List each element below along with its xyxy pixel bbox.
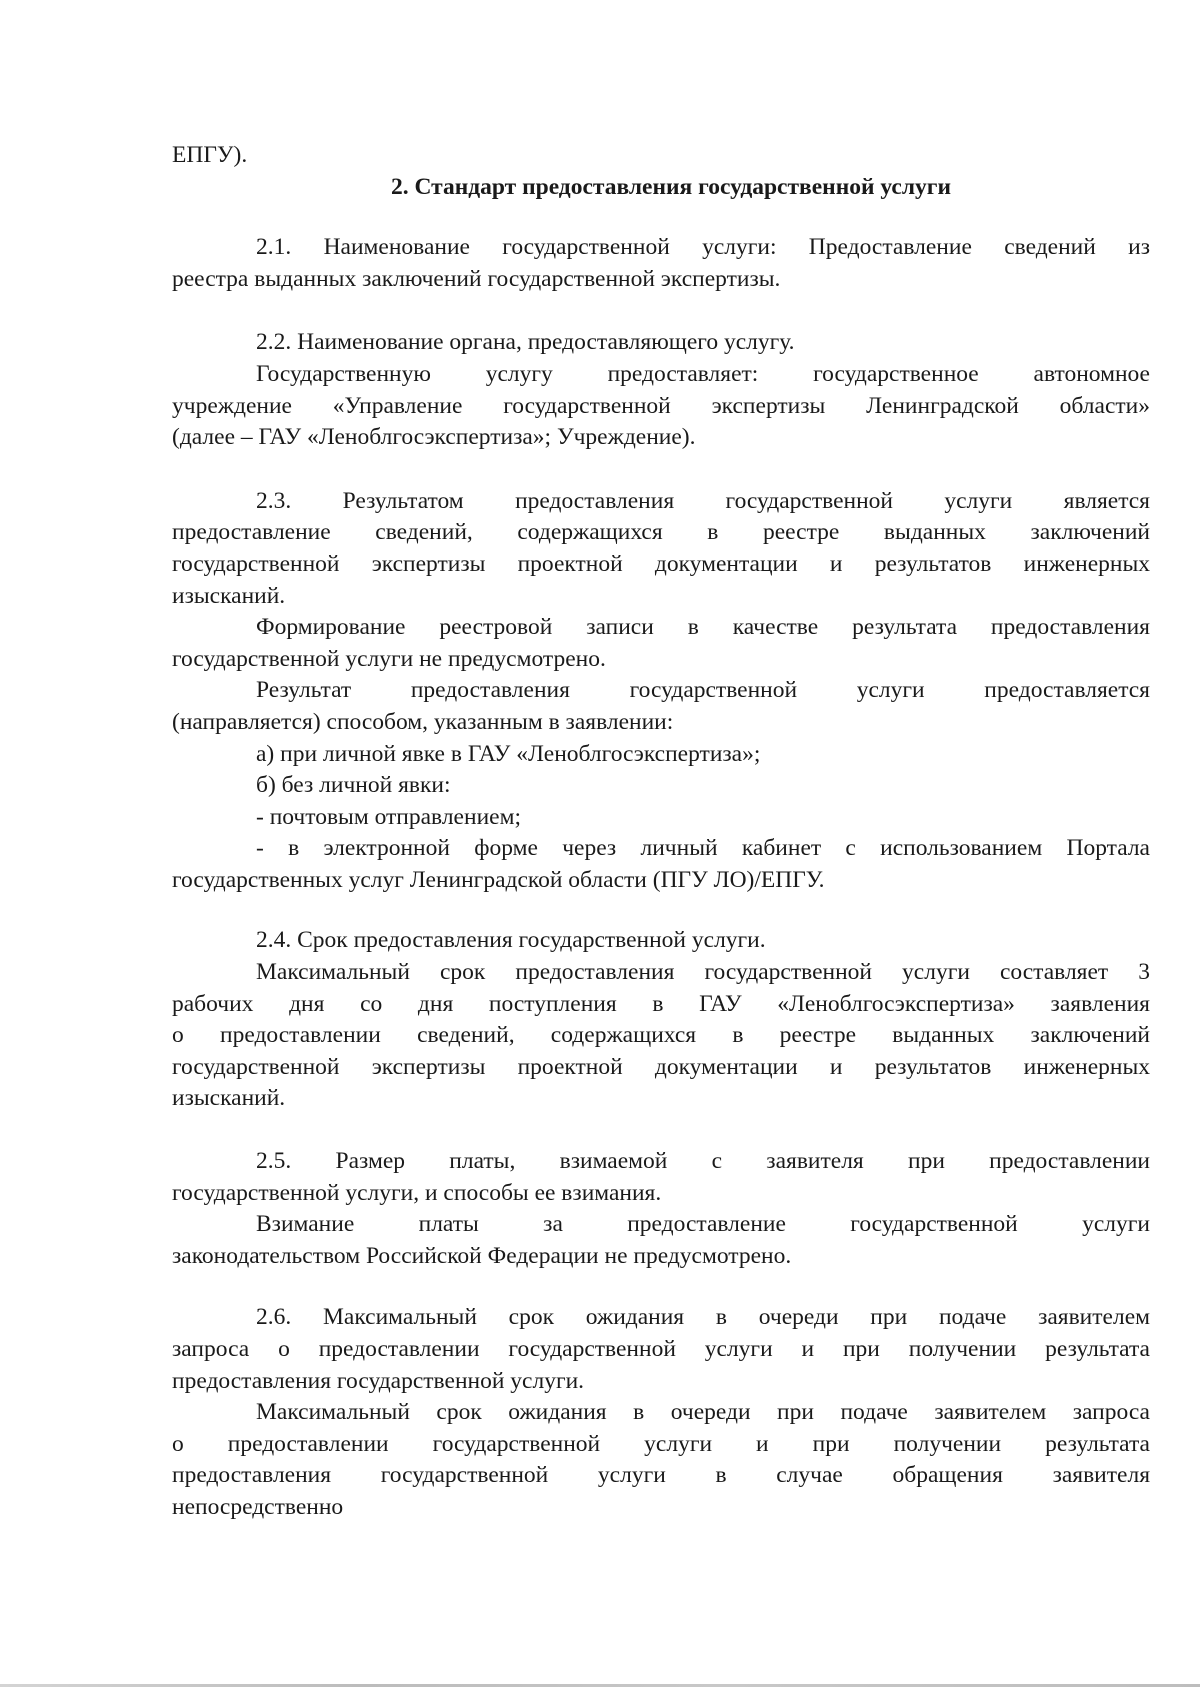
paragraph-gap bbox=[172, 1272, 1150, 1302]
list-item: б) без личной явки: bbox=[256, 772, 451, 799]
paragraph-2-3-line: государственной услуги не предусмотрено. bbox=[172, 645, 606, 672]
paragraph-2-2-line: Государственную услугу предоставляет: государственное автономное bbox=[256, 360, 1150, 387]
scan-edge-divider bbox=[0, 1684, 1200, 1687]
section-title: 2. Стандарт предоставления государственной услуги bbox=[390, 173, 952, 200]
paragraph-2-5-line: законодательством Российской Федерации не предусмотрено. bbox=[172, 1242, 792, 1269]
paragraph-2-3-line: (направляется) способом, указанным в заявлении: bbox=[172, 708, 674, 735]
paragraph-2-6-line: Максимальный срок ожидания в очереди при подаче заявителем запроса bbox=[256, 1399, 1150, 1426]
paragraph-gap bbox=[172, 295, 1150, 327]
paragraph-2-2-line: 2.2. Наименование органа, предоставляющего услугу. bbox=[256, 329, 795, 356]
paragraph-2-1-line: реестра выданных заключений государственной экспертизы. bbox=[172, 265, 781, 292]
paragraph-2-4-line: рабочих дня со дня поступления в ГАУ «Леноблгосэкспертиза» заявления bbox=[172, 990, 1150, 1017]
list-item: а) при личной явке в ГАУ «Леноблгосэкспертиза»; bbox=[256, 740, 761, 767]
paragraph-2-3-line: Результат предоставления государственной услуги предоставляется bbox=[256, 677, 1150, 704]
paragraph-2-3-line: государственной экспертизы проектной документации и результатов инженерных bbox=[172, 550, 1150, 577]
paragraph-gap bbox=[172, 454, 1150, 486]
paragraph-2-6-line: предоставления государственной услуги в случае обращения заявителя bbox=[172, 1462, 1150, 1489]
paragraph-2-4-line: государственной экспертизы проектной документации и результатов инженерных bbox=[172, 1053, 1150, 1080]
paragraph-2-6-line: запроса о предоставлении государственной услуги и при получении результата bbox=[172, 1336, 1150, 1362]
paragraph-2-4-line: изысканий. bbox=[172, 1085, 286, 1112]
list-item: государственных услуг Ленинградской области (ПГУ ЛО)/ЕПГУ. bbox=[172, 866, 825, 893]
paragraph-2-4-line: Максимальный срок предоставления государственной услуги составляет 3 bbox=[256, 959, 1150, 986]
paragraph-2-4-line: 2.4. Срок предоставления государственной услуги. bbox=[256, 927, 766, 954]
paragraph-2-3-line: изысканий. bbox=[172, 582, 286, 609]
paragraph-2-3-line: Формирование реестровой записи в качестве результата предоставления bbox=[256, 614, 1150, 641]
text-line: ЕПГУ). bbox=[172, 142, 248, 168]
list-item: - почтовым отправлением; bbox=[256, 803, 521, 830]
paragraph-gap bbox=[172, 896, 1150, 925]
paragraph-2-5-line: государственной услуги, и способы ее взимания. bbox=[172, 1179, 662, 1206]
paragraph-2-6-line: о предоставлении государственной услуги и при получении результата bbox=[172, 1430, 1150, 1457]
paragraph-2-6-line: 2.6. Максимальный срок ожидания в очереди при подаче заявителем bbox=[256, 1304, 1150, 1331]
document-body bbox=[172, 140, 1150, 1524]
paragraph-gap bbox=[172, 203, 1150, 232]
paragraph-2-4-line: о предоставлении сведений, содержащихся в реестре выданных заключений bbox=[172, 1022, 1150, 1049]
paragraph-2-2-line: учреждение «Управление государственной экспертизы Ленинградской области» bbox=[172, 392, 1150, 419]
paragraph-2-5-line: 2.5. Размер платы, взимаемой с заявителя при предоставлении bbox=[256, 1148, 1150, 1175]
list-item: - в электронной форме через личный кабинет с использованием Портала bbox=[256, 835, 1150, 862]
paragraph-2-3-line: предоставление сведений, содержащихся в реестре выданных заключений bbox=[172, 519, 1150, 546]
paragraph-2-5-line: Взимание платы за предоставление государственной услуги bbox=[256, 1211, 1150, 1238]
paragraph-2-3-line: 2.3. Результатом предоставления государственной услуги является bbox=[256, 487, 1150, 514]
paragraph-2-1-line: 2.1. Наименование государственной услуги: Предоставление сведений из bbox=[256, 234, 1150, 261]
paragraph-2-6-line: непосредственно bbox=[172, 1493, 344, 1520]
paragraph-2-2-line: (далее – ГАУ «Леноблгосэкспертиза»; Учреждение). bbox=[172, 424, 696, 451]
paragraph-2-6-line: предоставления государственной услуги. bbox=[172, 1367, 585, 1394]
paragraph-gap bbox=[172, 1115, 1150, 1146]
